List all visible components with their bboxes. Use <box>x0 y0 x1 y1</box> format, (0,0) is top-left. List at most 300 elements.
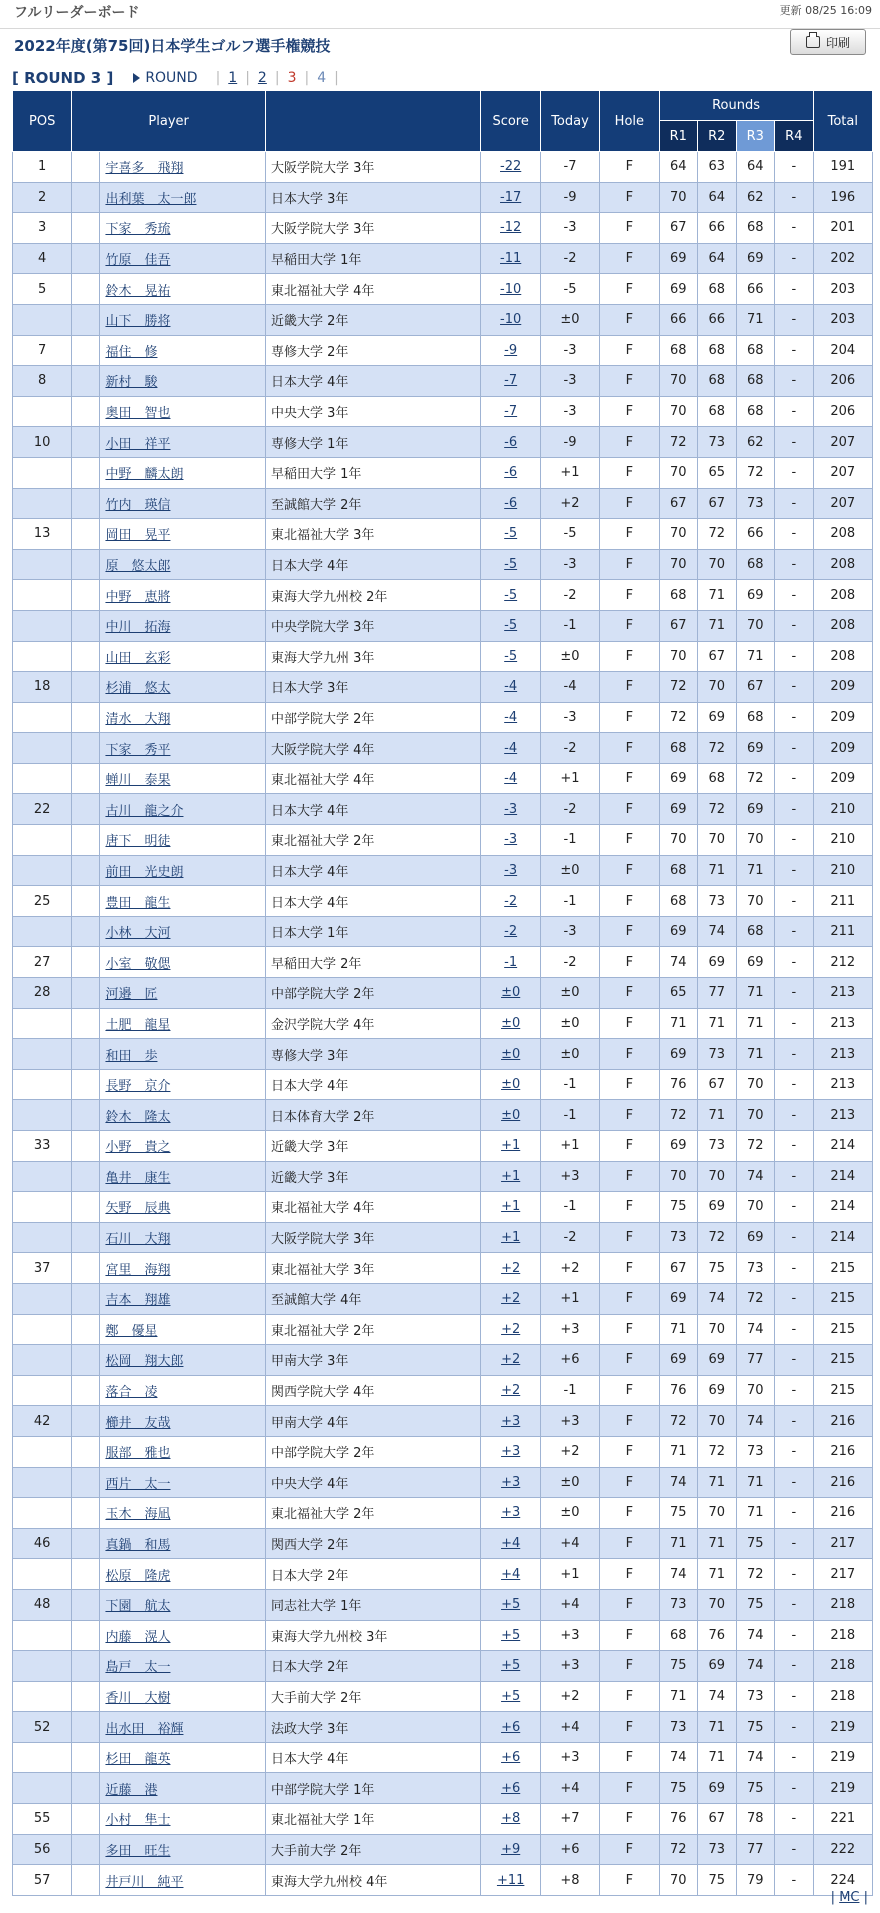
score-link[interactable]: +6 <box>481 1712 540 1743</box>
cell-pos <box>13 488 72 519</box>
cell-r4: - <box>775 1283 814 1314</box>
player-link[interactable]: 中野 恵將 <box>100 580 266 611</box>
cell-r4: - <box>775 1375 814 1406</box>
player-link[interactable]: 近藤 港 <box>100 1773 266 1804</box>
table-row <box>13 947 873 978</box>
cell-school: 東海大学九州校 4年 <box>265 1865 481 1896</box>
header-rounds: Rounds <box>659 91 813 121</box>
cell-r3: 64 <box>736 152 775 183</box>
cell-today: -3 <box>540 366 599 397</box>
cell-pos <box>13 549 72 580</box>
score-link[interactable]: +5 <box>481 1620 540 1651</box>
cell-r3: 71 <box>736 304 775 335</box>
cell-r4: - <box>775 366 814 397</box>
cell-r2: 70 <box>698 1406 737 1437</box>
player-link[interactable]: 河邉 匠 <box>100 978 266 1009</box>
cell-r3: 68 <box>736 335 775 366</box>
score-link[interactable]: +8 <box>481 1804 540 1835</box>
cell-today: -4 <box>540 672 599 703</box>
round-link-1[interactable]: 1 <box>228 70 238 86</box>
cell-total: 196 <box>813 182 872 213</box>
cell-hole: F <box>600 1681 659 1712</box>
score-link[interactable]: +5 <box>481 1651 540 1682</box>
cell-school: 関西大学 2年 <box>265 1528 481 1559</box>
score-link[interactable]: +6 <box>481 1742 540 1773</box>
table-row <box>13 916 873 947</box>
player-link[interactable]: 真鍋 和馬 <box>100 1528 266 1559</box>
cell-school: 甲南大学 3年 <box>265 1345 481 1376</box>
cell-r2: 74 <box>698 1283 737 1314</box>
cell-flag <box>72 1498 100 1529</box>
player-link[interactable]: 杉浦 悠太 <box>100 672 266 703</box>
player-link[interactable]: 出水田 裕輝 <box>100 1712 266 1743</box>
cell-r3: 72 <box>736 763 775 794</box>
mc-link[interactable]: MC <box>839 1890 860 1905</box>
cell-hole: F <box>600 1039 659 1070</box>
cell-flag <box>72 366 100 397</box>
player-link[interactable]: 古川 龍之介 <box>100 794 266 825</box>
cell-r3: 68 <box>736 916 775 947</box>
cell-hole: F <box>600 335 659 366</box>
cell-r3: 71 <box>736 1467 775 1498</box>
cell-hole: F <box>600 1069 659 1100</box>
cell-hole: F <box>600 1192 659 1223</box>
cell-total: 203 <box>813 304 872 335</box>
cell-today: +3 <box>540 1161 599 1192</box>
cell-r1: 70 <box>659 1865 698 1896</box>
round-link-2[interactable]: 2 <box>257 70 267 86</box>
score-link[interactable]: ±0 <box>481 1100 540 1131</box>
cell-r4: - <box>775 825 814 856</box>
print-button[interactable] <box>790 29 866 55</box>
cell-pos <box>13 763 72 794</box>
table-row <box>13 152 873 183</box>
cell-flag <box>72 1804 100 1835</box>
player-link[interactable]: 中野 麟太朗 <box>100 457 266 488</box>
cell-flag <box>72 1283 100 1314</box>
score-link[interactable]: ±0 <box>481 1008 540 1039</box>
score-link[interactable]: +2 <box>481 1345 540 1376</box>
cell-today: -1 <box>540 1069 599 1100</box>
cell-school: 専修大学 3年 <box>265 1039 481 1070</box>
cell-pos: 8 <box>13 366 72 397</box>
cell-total: 210 <box>813 855 872 886</box>
player-link[interactable]: 和田 歩 <box>100 1039 266 1070</box>
cell-r3: 62 <box>736 182 775 213</box>
cell-r2: 73 <box>698 886 737 917</box>
cell-hole: F <box>600 610 659 641</box>
cell-r3: 75 <box>736 1712 775 1743</box>
score-link[interactable]: -5 <box>481 641 540 672</box>
cell-school: 近畿大学 3年 <box>265 1161 481 1192</box>
table-row <box>13 488 873 519</box>
cell-flag <box>72 213 100 244</box>
player-link[interactable]: 竹内 瑛信 <box>100 488 266 519</box>
player-link[interactable]: 西片 太一 <box>100 1467 266 1498</box>
player-link[interactable]: 下家 秀平 <box>100 733 266 764</box>
cell-r4: - <box>775 1345 814 1376</box>
score-link[interactable]: +1 <box>481 1222 540 1253</box>
player-link[interactable]: 小林 大河 <box>100 916 266 947</box>
cell-hole: F <box>600 733 659 764</box>
cell-today: +3 <box>540 1742 599 1773</box>
player-link[interactable]: 宮里 海翔 <box>100 1253 266 1284</box>
cell-r4: - <box>775 886 814 917</box>
cell-r4: - <box>775 152 814 183</box>
cell-r2: 71 <box>698 580 737 611</box>
cell-flag <box>72 1314 100 1345</box>
score-link[interactable]: +3 <box>481 1498 540 1529</box>
player-link[interactable]: 鈴木 晃祐 <box>100 274 266 305</box>
score-link[interactable]: +5 <box>481 1681 540 1712</box>
player-link[interactable]: 出利葉 太一郎 <box>100 182 266 213</box>
cell-pos <box>13 1345 72 1376</box>
score-link[interactable]: +11 <box>481 1865 540 1896</box>
cell-hole: F <box>600 1345 659 1376</box>
cell-hole: F <box>600 549 659 580</box>
cell-school: 東北福祉大学 3年 <box>265 519 481 550</box>
cell-hole: F <box>600 1589 659 1620</box>
player-link[interactable]: 小田 祥平 <box>100 427 266 458</box>
cell-pos <box>13 825 72 856</box>
cell-hole: F <box>600 396 659 427</box>
player-link[interactable]: 山田 玄彩 <box>100 641 266 672</box>
player-link[interactable]: 石川 大翔 <box>100 1222 266 1253</box>
player-link[interactable]: 岡田 晃平 <box>100 519 266 550</box>
table-row <box>13 1498 873 1529</box>
cell-r2: 67 <box>698 641 737 672</box>
cell-today: +3 <box>540 1651 599 1682</box>
cell-r3: 69 <box>736 243 775 274</box>
score-link[interactable]: +2 <box>481 1283 540 1314</box>
cell-today: +2 <box>540 1436 599 1467</box>
cell-r3: 77 <box>736 1345 775 1376</box>
score-link[interactable]: -4 <box>481 763 540 794</box>
cell-school: 日本大学 4年 <box>265 366 481 397</box>
cell-r3: 74 <box>736 1742 775 1773</box>
cell-total: 218 <box>813 1620 872 1651</box>
cell-today: ±0 <box>540 1498 599 1529</box>
cell-school: 大手前大学 2年 <box>265 1681 481 1712</box>
cell-total: 211 <box>813 886 872 917</box>
player-link[interactable]: 井戸川 純平 <box>100 1865 266 1896</box>
cell-pos <box>13 1467 72 1498</box>
cell-total: 215 <box>813 1314 872 1345</box>
cell-today: +4 <box>540 1712 599 1743</box>
score-link[interactable]: +3 <box>481 1467 540 1498</box>
player-link[interactable]: 内藤 滉人 <box>100 1620 266 1651</box>
player-link[interactable]: 松原 隆虎 <box>100 1559 266 1590</box>
player-link[interactable]: 鈴木 隆太 <box>100 1100 266 1131</box>
cell-total: 208 <box>813 610 872 641</box>
score-link[interactable]: -10 <box>481 304 540 335</box>
cell-hole: F <box>600 1222 659 1253</box>
cell-today: -1 <box>540 825 599 856</box>
score-link[interactable]: +1 <box>481 1131 540 1162</box>
player-link[interactable]: 下園 航太 <box>100 1589 266 1620</box>
player-link[interactable]: 福住 修 <box>100 335 266 366</box>
table-row <box>13 1620 873 1651</box>
cell-r1: 68 <box>659 335 698 366</box>
triangle-right-icon <box>133 73 140 83</box>
cell-r4: - <box>775 457 814 488</box>
player-link[interactable]: 服部 雅也 <box>100 1436 266 1467</box>
cell-hole: F <box>600 457 659 488</box>
player-link[interactable]: 香川 大樹 <box>100 1681 266 1712</box>
player-link[interactable]: 鄭 優星 <box>100 1314 266 1345</box>
cell-r4: - <box>775 1773 814 1804</box>
cell-r3: 70 <box>736 886 775 917</box>
cell-today: +3 <box>540 1314 599 1345</box>
player-link[interactable]: 長野 京介 <box>100 1069 266 1100</box>
cell-total: 224 <box>813 1865 872 1896</box>
score-link[interactable]: +4 <box>481 1559 540 1590</box>
player-link[interactable]: 豊田 龍生 <box>100 886 266 917</box>
cell-r4: - <box>775 1681 814 1712</box>
player-link[interactable]: 唐下 明徒 <box>100 825 266 856</box>
cell-school: 日本大学 4年 <box>265 855 481 886</box>
cell-total: 219 <box>813 1712 872 1743</box>
cell-hole: F <box>600 1131 659 1162</box>
cell-school: 日本大学 2年 <box>265 1651 481 1682</box>
cell-total: 218 <box>813 1681 872 1712</box>
header-total: Total <box>813 91 872 152</box>
cell-r3: 78 <box>736 1804 775 1835</box>
cell-school: 中部学院大学 2年 <box>265 978 481 1009</box>
cell-r2: 69 <box>698 702 737 733</box>
cell-pos: 37 <box>13 1253 72 1284</box>
cell-flag <box>72 457 100 488</box>
cell-flag <box>72 855 100 886</box>
score-link[interactable]: -5 <box>481 580 540 611</box>
cell-r3: 73 <box>736 1436 775 1467</box>
cell-hole: F <box>600 1559 659 1590</box>
cell-r3: 73 <box>736 488 775 519</box>
cell-r4: - <box>775 243 814 274</box>
player-link[interactable]: 小村 隼士 <box>100 1804 266 1835</box>
score-link[interactable]: +2 <box>481 1375 540 1406</box>
score-link[interactable]: -6 <box>481 427 540 458</box>
cell-today: -3 <box>540 916 599 947</box>
cell-flag <box>72 1131 100 1162</box>
cell-hole: F <box>600 641 659 672</box>
cell-r1: 76 <box>659 1069 698 1100</box>
cell-r4: - <box>775 1253 814 1284</box>
score-link[interactable]: -3 <box>481 825 540 856</box>
score-link[interactable]: +3 <box>481 1406 540 1437</box>
cell-today: -3 <box>540 335 599 366</box>
table-row <box>13 1865 873 1896</box>
cell-school: 大阪学院大学 4年 <box>265 733 481 764</box>
cell-r2: 67 <box>698 1804 737 1835</box>
score-link[interactable]: +9 <box>481 1834 540 1865</box>
cell-total: 213 <box>813 1008 872 1039</box>
score-link[interactable]: -10 <box>481 274 540 305</box>
cell-today: -2 <box>540 1222 599 1253</box>
player-link[interactable]: 小室 敬偲 <box>100 947 266 978</box>
player-link[interactable]: 矢野 辰典 <box>100 1192 266 1223</box>
player-link[interactable]: 吉本 翔雄 <box>100 1283 266 1314</box>
score-link[interactable]: -4 <box>481 733 540 764</box>
player-link[interactable]: 多田 旺生 <box>100 1834 266 1865</box>
cell-total: 214 <box>813 1222 872 1253</box>
cell-school: 関西学院大学 4年 <box>265 1375 481 1406</box>
cell-school: 大阪学院大学 3年 <box>265 213 481 244</box>
score-link[interactable]: +1 <box>481 1192 540 1223</box>
cell-r2: 74 <box>698 1681 737 1712</box>
cell-pos: 1 <box>13 152 72 183</box>
score-link[interactable]: -3 <box>481 855 540 886</box>
table-row <box>13 1742 873 1773</box>
cell-today: -2 <box>540 580 599 611</box>
score-link[interactable]: -12 <box>481 213 540 244</box>
cell-total: 211 <box>813 916 872 947</box>
cell-today: -3 <box>540 549 599 580</box>
cell-r3: 66 <box>736 274 775 305</box>
player-link[interactable]: 中川 拓海 <box>100 610 266 641</box>
player-link[interactable]: 島戸 太一 <box>100 1651 266 1682</box>
player-link[interactable]: 落合 凌 <box>100 1375 266 1406</box>
player-link[interactable]: 玉木 海凪 <box>100 1498 266 1529</box>
score-link[interactable]: -1 <box>481 947 540 978</box>
cell-hole: F <box>600 763 659 794</box>
cell-school: 日本体育大学 2年 <box>265 1100 481 1131</box>
cell-r1: 75 <box>659 1773 698 1804</box>
score-link[interactable]: -7 <box>481 366 540 397</box>
cell-total: 214 <box>813 1161 872 1192</box>
score-link[interactable]: +2 <box>481 1314 540 1345</box>
score-link[interactable]: -2 <box>481 916 540 947</box>
cell-r4: - <box>775 1314 814 1345</box>
player-link[interactable]: 前田 光史朗 <box>100 855 266 886</box>
player-link[interactable]: 奥田 智也 <box>100 396 266 427</box>
table-row <box>13 1528 873 1559</box>
cell-flag <box>72 1742 100 1773</box>
cell-school: 近畿大学 3年 <box>265 1131 481 1162</box>
score-link[interactable]: ±0 <box>481 978 540 1009</box>
table-row <box>13 1467 873 1498</box>
player-link[interactable]: 下家 秀琉 <box>100 213 266 244</box>
cell-flag <box>72 274 100 305</box>
score-link[interactable]: -2 <box>481 886 540 917</box>
cell-today: +8 <box>540 1865 599 1896</box>
score-link[interactable]: +3 <box>481 1436 540 1467</box>
cell-r4: - <box>775 947 814 978</box>
score-link[interactable]: -4 <box>481 702 540 733</box>
cell-pos: 22 <box>13 794 72 825</box>
score-link[interactable]: -5 <box>481 549 540 580</box>
player-link[interactable]: 原 悠太郎 <box>100 549 266 580</box>
score-link[interactable]: -4 <box>481 672 540 703</box>
cell-today: ±0 <box>540 641 599 672</box>
table-row <box>13 1559 873 1590</box>
cell-r4: - <box>775 488 814 519</box>
cell-r1: 70 <box>659 1161 698 1192</box>
table-row <box>13 1283 873 1314</box>
player-link[interactable]: 蝉川 泰果 <box>100 763 266 794</box>
cell-r4: - <box>775 1804 814 1835</box>
cell-flag <box>72 1773 100 1804</box>
player-link[interactable]: 清水 大翔 <box>100 702 266 733</box>
player-link[interactable]: 土肥 龍星 <box>100 1008 266 1039</box>
score-link[interactable]: -3 <box>481 794 540 825</box>
score-link[interactable]: +1 <box>481 1161 540 1192</box>
cell-hole: F <box>600 1834 659 1865</box>
cell-r4: - <box>775 396 814 427</box>
score-link[interactable]: +4 <box>481 1528 540 1559</box>
cell-total: 212 <box>813 947 872 978</box>
score-link[interactable]: -17 <box>481 182 540 213</box>
score-link[interactable]: +5 <box>481 1589 540 1620</box>
cell-pos <box>13 1773 72 1804</box>
cell-flag <box>72 1008 100 1039</box>
cell-r1: 73 <box>659 1222 698 1253</box>
cell-r3: 70 <box>736 1100 775 1131</box>
player-link[interactable]: 竹原 佳吾 <box>100 243 266 274</box>
player-link[interactable]: 新村 駿 <box>100 366 266 397</box>
cell-r3: 66 <box>736 519 775 550</box>
printer-icon <box>806 36 820 48</box>
cell-r2: 67 <box>698 488 737 519</box>
score-link[interactable]: -22 <box>481 152 540 183</box>
cell-r4: - <box>775 1436 814 1467</box>
cell-r2: 74 <box>698 916 737 947</box>
player-link[interactable]: 松岡 翔大郎 <box>100 1345 266 1376</box>
player-link[interactable]: 櫛井 友哉 <box>100 1406 266 1437</box>
player-link[interactable]: 山下 勝将 <box>100 304 266 335</box>
cell-flag <box>72 886 100 917</box>
cell-r1: 70 <box>659 825 698 856</box>
player-link[interactable]: 杉田 龍英 <box>100 1742 266 1773</box>
cell-r2: 77 <box>698 978 737 1009</box>
cell-r2: 71 <box>698 855 737 886</box>
score-link[interactable]: -11 <box>481 243 540 274</box>
cell-r2: 71 <box>698 1100 737 1131</box>
cell-r1: 74 <box>659 1467 698 1498</box>
score-link[interactable]: ±0 <box>481 1069 540 1100</box>
player-link[interactable]: 亀井 康生 <box>100 1161 266 1192</box>
cell-total: 219 <box>813 1773 872 1804</box>
cell-pos <box>13 1100 72 1131</box>
cell-flag <box>72 1222 100 1253</box>
header-player: Player <box>72 91 266 152</box>
score-link[interactable]: ±0 <box>481 1039 540 1070</box>
cell-pos <box>13 396 72 427</box>
cell-r3: 75 <box>736 1528 775 1559</box>
player-link[interactable]: 宇喜多 飛翔 <box>100 152 266 183</box>
cell-today: -3 <box>540 396 599 427</box>
score-link[interactable]: -5 <box>481 610 540 641</box>
score-link[interactable]: -7 <box>481 396 540 427</box>
cell-total: 209 <box>813 672 872 703</box>
cell-total: 209 <box>813 763 872 794</box>
cell-today: +4 <box>540 1528 599 1559</box>
cell-total: 207 <box>813 488 872 519</box>
table-row <box>13 396 873 427</box>
cell-r1: 66 <box>659 304 698 335</box>
cell-pos <box>13 1283 72 1314</box>
cell-pos <box>13 1742 72 1773</box>
player-link[interactable]: 小野 貴之 <box>100 1131 266 1162</box>
score-link[interactable]: -6 <box>481 457 540 488</box>
cell-total: 217 <box>813 1528 872 1559</box>
cell-r1: 67 <box>659 610 698 641</box>
score-link[interactable]: +2 <box>481 1253 540 1284</box>
score-link[interactable]: -6 <box>481 488 540 519</box>
score-link[interactable]: -9 <box>481 335 540 366</box>
score-link[interactable]: +6 <box>481 1773 540 1804</box>
score-link[interactable]: -5 <box>481 519 540 550</box>
